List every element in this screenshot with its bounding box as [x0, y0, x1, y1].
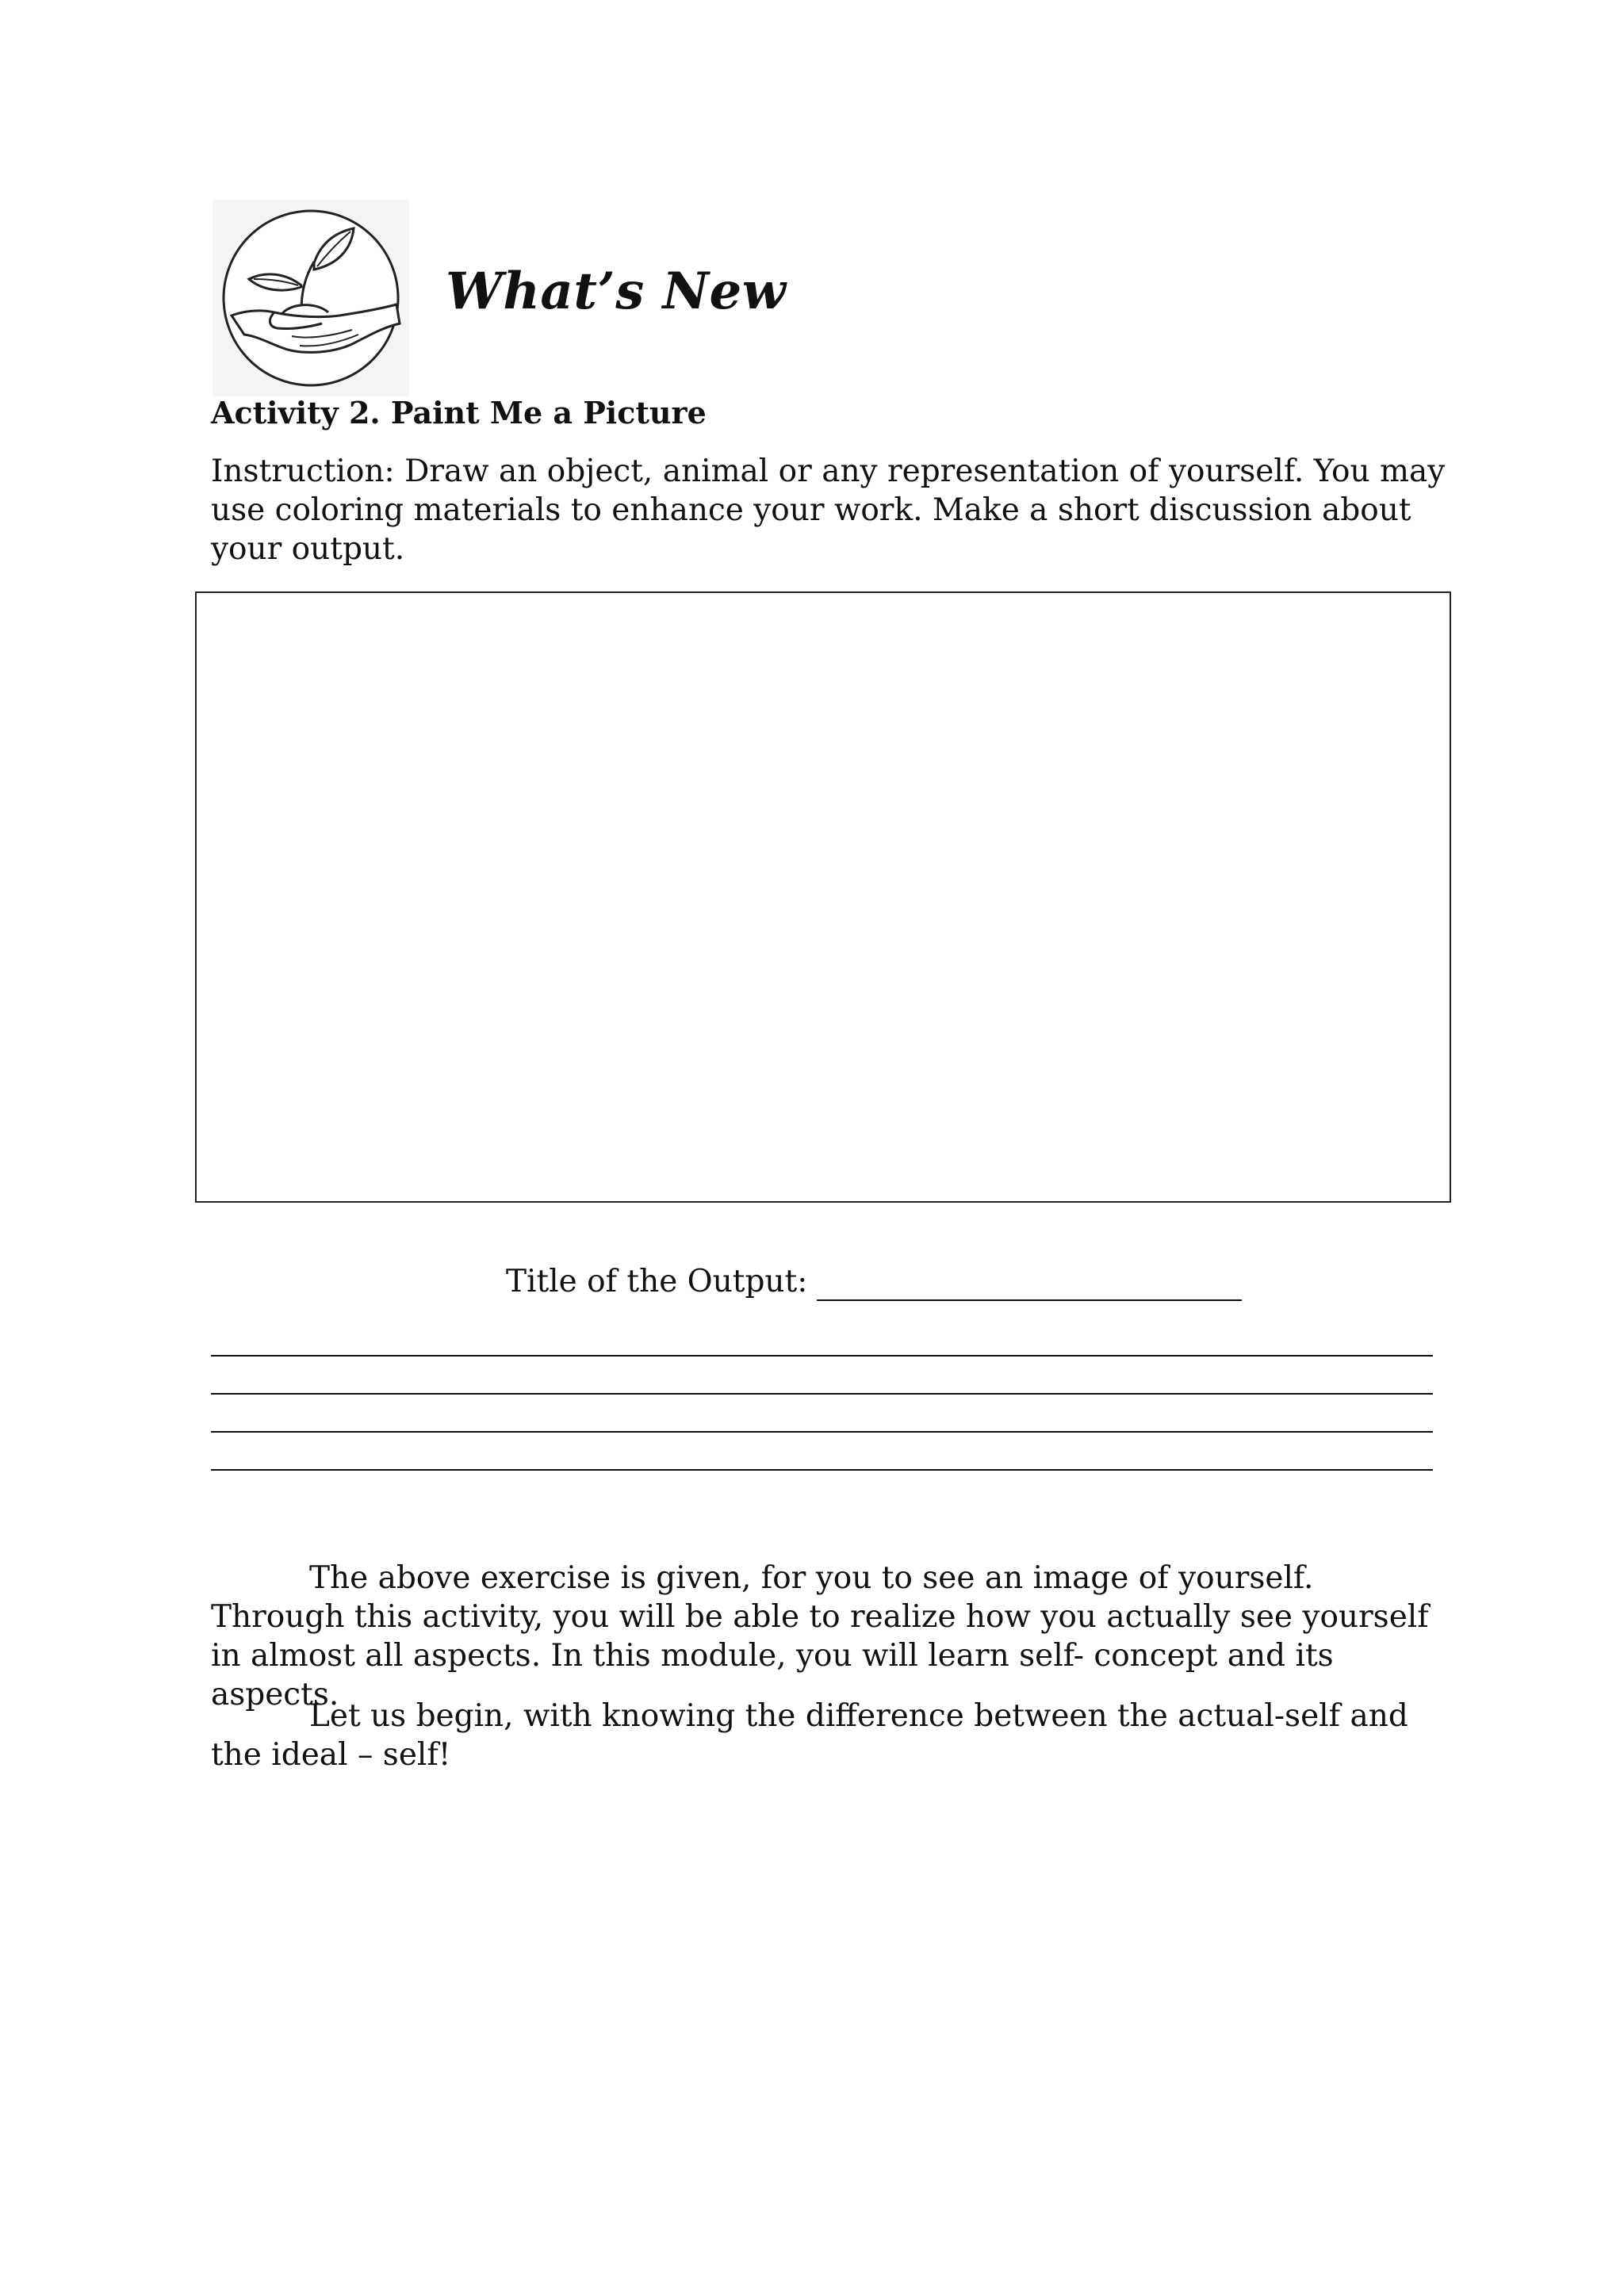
answer-line-4[interactable]: [211, 1469, 1433, 1471]
output-title-row: [506, 1262, 1242, 1301]
activity-instruction: Instruction: Draw an object, animal or any representation of yourself. You may use coloring materials to enhance your work. Make a short discussion about your output.: [211, 453, 1446, 567]
discussion-paragraph-2: Let us begin, with knowing the difference between the actual-self and the ideal – self!: [211, 1698, 1408, 1773]
hand-seedling-icon: [213, 200, 409, 396]
answer-line-3[interactable]: [211, 1431, 1433, 1433]
activity-title: Activity 2. Paint Me a Picture: [211, 395, 707, 430]
output-title-label: Title of the Output:: [506, 1264, 808, 1299]
discussion-paragraph-1: The above exercise is given, for you to see an image of yourself. Through this activity, you will be able to realize how you actually see yourself in almost all aspects. In this module, you will learn self- concept and its aspects.: [211, 1560, 1429, 1712]
answer-line-1[interactable]: [211, 1355, 1433, 1357]
drawing-area[interactable]: [195, 591, 1451, 1203]
section-title: What’s New: [446, 262, 787, 321]
answer-line-2[interactable]: [211, 1393, 1433, 1395]
output-title-blank[interactable]: [817, 1269, 1242, 1301]
